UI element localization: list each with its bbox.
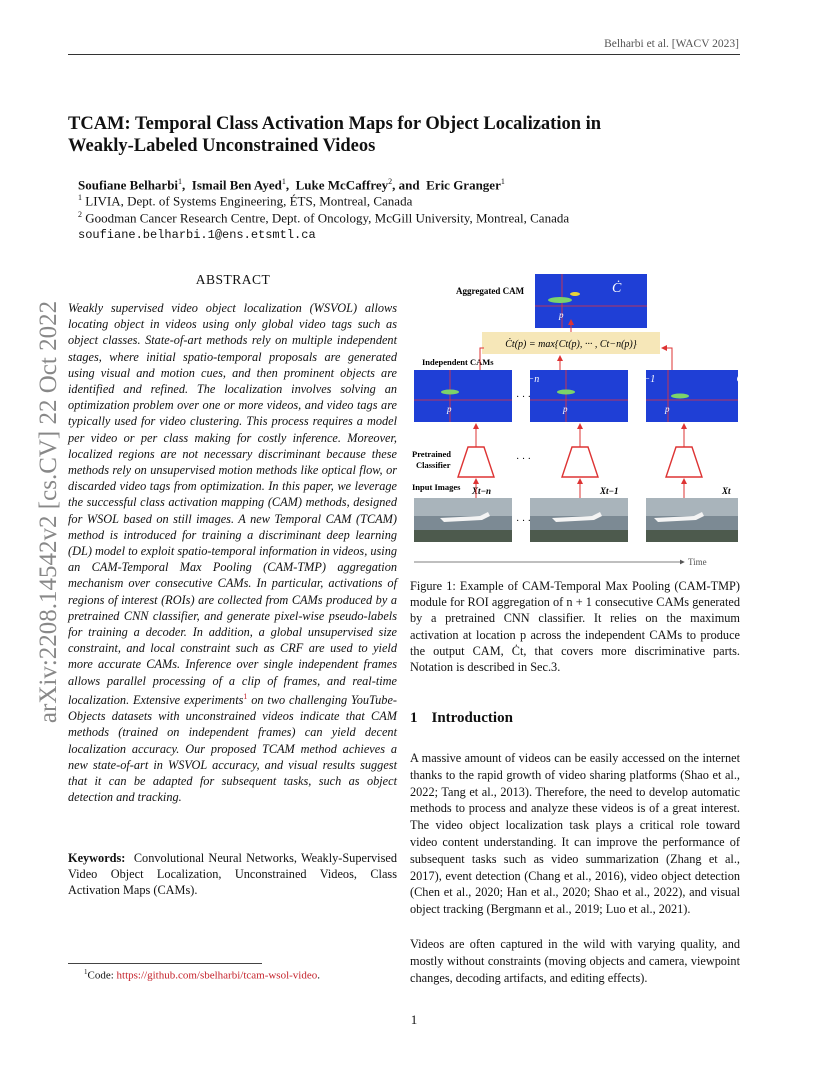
footnote-mark: 1 xyxy=(84,968,88,976)
page-number: 1 xyxy=(410,1012,418,1027)
formula: Ċt(p) = max{Ct(p), ··· , Ct−n(p)} xyxy=(505,339,637,350)
dots-cams: · · · xyxy=(516,392,531,403)
p-label-1: p xyxy=(447,404,452,414)
classifier-3 xyxy=(666,447,702,477)
dots-images: · · · xyxy=(516,516,531,527)
affiliation-1-sup: 1 xyxy=(78,193,82,202)
title-line-1: TCAM: Temporal Class Activation Maps for Object Localization in xyxy=(68,114,602,134)
pretrained-label: Pretrained xyxy=(412,449,452,459)
title-line-2: Weakly-Labeled Unconstrained Videos xyxy=(68,136,376,156)
abstract-part-2: on two challenging YouTube-Objects datasets with unconstrained videos indicate that CAM methods (trained on independent frames) can yield decent localization accuracy. Our proposed TCAM method achieves a new state-of-art in WSVOL accuracy, and visual results suggest that it can be adapted for subsequent tasks, such as object detection and tracking. xyxy=(68,692,397,805)
classifier-2 xyxy=(562,447,598,477)
author-3-sup: 2 xyxy=(388,177,393,186)
running-head: Belharbi et al. [WACV 2023] xyxy=(604,38,739,50)
author-2: Ismail Ben Ayed xyxy=(191,177,282,193)
intro-paragraph-1: A massive amount of videos can be easily accessed on the internet thanks to the rapid growth of video sharing platforms (Shao et al., 2022; Tang et al., 2013). Therefore, the need to develop automatic methods to process and analyze these videos is of a great interest. The video object localization task plays a critical role toward video content understanding. It can improve the performance of subsequent tasks such as video summarization (Zhang et al., 2017), event detection (Chang et al., 2016), video object detection (Chen et al., 2020; Han et al., 2020; Shao et al., 2022), and visual object tracking (Bergmann et al., 2019; Luo et al., 2021). xyxy=(410,751,740,917)
author-list: Soufiane Belharbi$^1$, Ismail Ben Ayed$^1$, Luke McCaffrey$^2$, and Eric Granger$^1$ xyxy=(78,177,505,193)
arxiv-id: arXiv:2208.14542v2 [cs.CV] 22 Oct 2022 xyxy=(35,300,62,724)
author-1-sup: 1 xyxy=(178,177,183,186)
footnote-rule xyxy=(68,963,262,964)
x-label-t-minus-1: Xt−1 xyxy=(600,486,619,496)
section-title: Introduction xyxy=(431,710,513,726)
figure-1 xyxy=(410,272,746,572)
cam-label-t: Ct xyxy=(736,374,746,385)
frame-t xyxy=(646,498,738,542)
header-rule xyxy=(68,54,740,55)
time-label: Time xyxy=(688,557,707,567)
frame-t-minus-1 xyxy=(530,498,628,542)
keywords xyxy=(68,850,397,899)
affiliation-1 xyxy=(78,193,412,209)
figure-caption: Figure 1: Example of CAM-Temporal Max Pooling (CAM-TMP) module for ROI aggregation of n + 1 consecutive CAMs generated by a pretrained CNN classifier. It relies on the maximum activation at location p across the independent CAMs to produce the output CAM, Ċt, that covers more discriminative parts. Notation is described in Sec.3. xyxy=(410,579,740,675)
author-2-sup: 1 xyxy=(281,177,286,186)
author-4-sup: 1 xyxy=(500,177,505,186)
abstract-heading xyxy=(68,272,398,288)
section-number: 1 xyxy=(410,710,418,726)
independent-cams-label: Independent CAMs xyxy=(422,357,494,367)
aggregated-cam-label: Aggregated CAM xyxy=(456,286,525,296)
footnote-ref[interactable]: 1 xyxy=(243,691,248,701)
affiliation-1-text: LIVIA, Dept. of Systems Engineering, ÉTS, Montreal, Canada xyxy=(85,193,413,209)
classifier-1 xyxy=(458,447,494,477)
cam-t-minus-1 xyxy=(530,370,628,422)
x-label-t-minus-n: Xt−n xyxy=(472,486,491,496)
author-1: Soufiane Belharbi xyxy=(78,177,179,193)
p-label-2: p xyxy=(563,404,568,414)
cam-label-t-minus-1: Ct−1 xyxy=(634,374,656,385)
author-email: soufiane.belharbi.1@ens.etsmtl.ca xyxy=(78,228,316,242)
input-images-label: Input Images xyxy=(412,482,461,492)
aggregated-cam-symbol: Ċ xyxy=(612,281,622,296)
cam-t xyxy=(646,370,738,422)
footnote-prefix: Code: xyxy=(87,969,117,982)
section-heading xyxy=(410,710,513,727)
abstract-body xyxy=(68,300,397,805)
x-label-t: Xt xyxy=(722,486,731,496)
classifier-label: Classifier xyxy=(416,460,451,470)
p-label-aggregated: p xyxy=(559,310,564,320)
cam-t-minus-n xyxy=(414,370,512,422)
affiliation-2 xyxy=(78,210,569,226)
intro-paragraph-2: Videos are often captured in the wild with varying quality, and mostly without constraints (moving objects and camera, viewpoint changes, decoding artifacts, and editing effects). xyxy=(410,937,740,985)
footnote-suffix: . xyxy=(317,969,320,982)
p-label-3: p xyxy=(665,404,670,414)
abstract-part-1: Weakly supervised video object localization (WSVOL) allows locating object in videos using only global video tags such as object classes. State-of-art methods rely on multiple independent stages, where initial spatio-temporal proposals are generated using visual and motion cues, and then prominent objects are identified and refined. The localization involves solving an optimization problem over one or more videos, and video tags are typically used for video clustering. This process requires a model per video or per class making for costly inference. Moreover, localized regions are not necessary discriminant because these methods rely on unsupervised motion methods like optical flow, or discarded video tags from optimization. In this paper, we leverage the successful class activation mapping (CAM) methods, designed for WSOL based on still images. A new Temporal CAM (TCAM) method is introduced for training a discriminant deep learning (DL) model to exploit spatio-temporal information in videos, using an CAM-Temporal Max Pooling (CAM-TMP) aggregation mechanism over consecutive CAMs. In particular, activations of regions of interest (ROIs) are collected from CAMs produced by a pretrained CNN classifier, and generate pixel-wise pseudo-labels for training a decoder. In addition, a global unsupervised size constraint, and local constraint such as CRF are used to yield more accurate CAMs. Inference over single independent frames allows parallel processing of a clip of frames, and real-time localization. Extensive experiments xyxy=(68,301,397,707)
author-3: Luke McCaffrey xyxy=(295,177,389,193)
keywords-text: Convolutional Neural Networks, Weakly-Supervised Video Object Localization, Unconstrained Videos, Class Activation Maps (CAMs). xyxy=(68,851,397,898)
author-4: Eric Granger xyxy=(426,177,501,193)
paper-title xyxy=(68,113,668,157)
dots-classifiers: · · · xyxy=(516,454,531,465)
frame-t-minus-n xyxy=(414,498,512,542)
cam-label-t-minus-n: Ct−n xyxy=(518,374,540,385)
affiliation-2-sup: 2 xyxy=(78,210,82,219)
abstract-heading-text: ABSTRACT xyxy=(195,272,271,287)
code-link[interactable]: https://github.com/sbelharbi/tcam-wsol-video xyxy=(116,969,318,982)
keywords-label: Keywords: xyxy=(68,851,126,865)
author-and: and xyxy=(398,177,420,193)
footnote xyxy=(84,968,320,982)
affiliation-2-text: Goodman Cancer Research Centre, Dept. of Oncology, McGill University, Montreal, Canada xyxy=(85,210,570,226)
